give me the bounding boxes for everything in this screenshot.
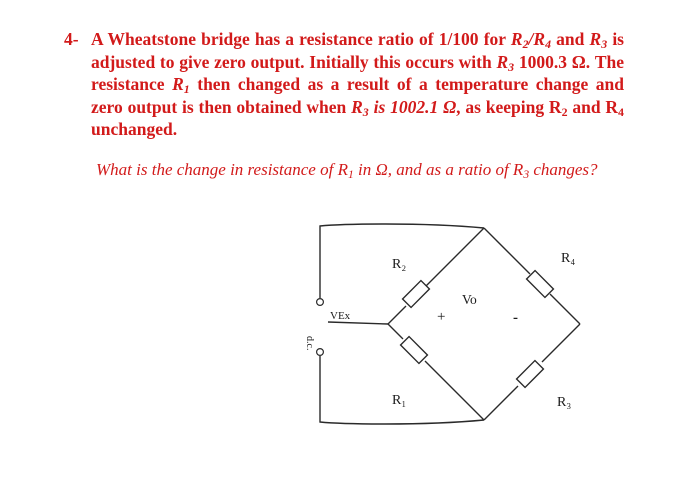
problem-number: 4- [64, 29, 79, 49]
resistor-r4 [527, 271, 554, 298]
text-run: 3 [508, 59, 515, 74]
text-run: and R [567, 96, 619, 117]
label-plus: + [437, 309, 446, 325]
text-run: 2 [561, 104, 568, 119]
text-run: unchanged. [91, 119, 178, 139]
label-r4: R₄ [561, 251, 576, 266]
text-run: 3 [362, 104, 369, 119]
text-run: 2 [522, 36, 529, 51]
text-run: 4 [618, 104, 624, 119]
text-run: / [528, 29, 534, 49]
text-run: 4 [545, 36, 552, 51]
text-run: R [533, 29, 546, 49]
text-run: 1000.3 Ω. The resistance [91, 51, 625, 94]
text-run: R [510, 29, 523, 49]
label-minus: - [513, 310, 518, 326]
text-run: What is the change in resistance of R [96, 160, 348, 179]
text-run: A Wheatstone bridge has a resistance ratio of 1/100 for [91, 29, 511, 49]
text-run: , as keeping R [456, 96, 562, 117]
vex-lead-line [328, 322, 388, 324]
label-dc: d.c. [304, 336, 315, 351]
bridge-wire-top-left [388, 228, 484, 324]
text-run: is 1002.1 [368, 96, 444, 117]
text-run: then changed as a result of a temperature change and zero output is then obtained when [91, 74, 624, 117]
resistor-r3 [517, 361, 544, 388]
label-vex: VEx [330, 310, 351, 322]
label-r3: R₃ [557, 395, 572, 410]
text-run: R [172, 74, 184, 94]
text-run: changes? [529, 160, 598, 179]
text-run: R [589, 29, 602, 49]
resistor-r2 [403, 281, 430, 308]
label-r1: R₁ [392, 393, 407, 408]
supply-wire-bottom [320, 356, 484, 424]
text-run: R [351, 96, 363, 117]
supply-terminal-top [317, 299, 324, 306]
text-run: and [551, 29, 590, 49]
label-vo: Vo [462, 292, 477, 307]
text-run: 1 [183, 81, 190, 96]
supply-terminal-bottom [317, 349, 324, 356]
resistor-r1 [401, 337, 428, 364]
text-run: 3 [601, 36, 608, 51]
text-run: Ω [443, 96, 457, 117]
label-r2: R₂ [392, 257, 407, 272]
text-run: 1 [347, 167, 354, 181]
text-run: in Ω, and as a ratio of R [353, 160, 524, 179]
text-run: is adjusted to give zero output. Initially this occurs with [91, 29, 624, 72]
text-run: R [496, 51, 509, 72]
text-run: 3 [523, 167, 530, 181]
